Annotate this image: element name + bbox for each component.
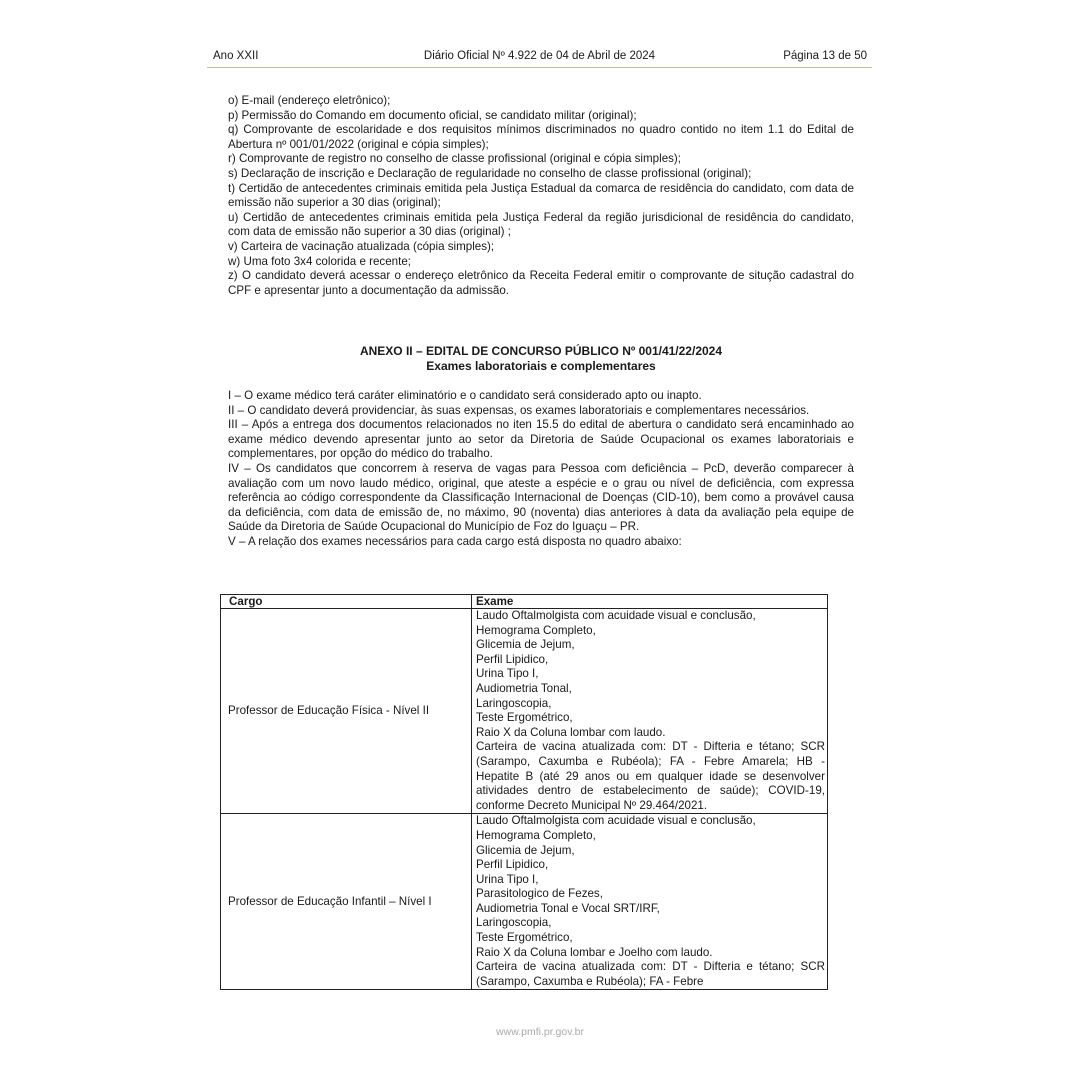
- header-year: Ano XXII: [213, 50, 259, 62]
- list-item: u) Certidão de antecedentes criminais emitida pela Justiça Federal da região jurisdicional de residência do candidato, com data de emissão não superior a 30 dias (original) ;: [228, 210, 854, 239]
- exam-item: Audiometria Tonal,: [476, 681, 572, 695]
- exams-table: [220, 594, 828, 990]
- exam-item: Raio X da Coluna lombar com laudo.: [476, 725, 666, 739]
- exam-cell: [472, 814, 828, 990]
- list-item: q) Comprovante de escolaridade e dos requisitos mínimos discriminados no quadro contido no item 1.1 do Edital de Abertura nº 001/01/2022 (original e cópia simples);: [228, 123, 854, 151]
- paragraph: IV – Os candidatos que concorrem à reserva de vagas para Pessoa com deficiência – PcD, deverão comparecer à avaliação com um novo laudo médico, original, que ateste a espécie e o grau ou nível de deficiência, com expressa referência ao código correspondente da Classificação Internacional de Doenças (CID-10), bem como a provável causa da deficiência, com data de emissão de, no máximo, 90 (noventa) dias anteriores à data da avaliação pela equipe de Saúde da Diretoria de Saúde Ocupacional do Município de Foz do Iguaçu – PR.: [228, 461, 854, 534]
- list-item: p) Permissão do Comando em documento oficial, se candidato militar (original);: [228, 108, 637, 122]
- exam-item: Teste Ergométrico,: [476, 711, 573, 725]
- exam-item: Glicemia de Jejum,: [476, 638, 575, 652]
- annex-heading: [228, 344, 854, 374]
- exam-item: Laudo Oftalmolgista com acuidade visual e conclusão,: [476, 814, 756, 828]
- exam-item: Laudo Oftalmolgista com acuidade visual e conclusão,: [476, 609, 756, 622]
- exam-list: [476, 814, 825, 989]
- list-item: v) Carteira de vacinação atualizada (cópia simples);: [228, 239, 495, 253]
- exam-item: Raio X da Coluna lombar e Joelho com laudo.: [476, 945, 713, 959]
- exam-item: Urina Tipo I,: [476, 872, 539, 886]
- list-item: r) Comprovante de registro no conselho de classe profissional (original e cópia simples);: [228, 152, 682, 166]
- footer-url: www.pmfi.pr.gov.br: [496, 1026, 584, 1038]
- exam-item: Parasitologico de Fezes,: [476, 887, 603, 901]
- list-item: z) O candidato deverá acessar o endereço eletrônico da Receita Federal emitir o comprovante de situção cadastral do CPF e apresentar junto a documentação da admissão.: [228, 269, 854, 297]
- exam-item: Perfil Lipidico,: [476, 652, 549, 666]
- column-header-cargo: Cargo: [221, 595, 472, 609]
- exam-cell: [472, 609, 828, 814]
- header-title: Diário Oficial Nº 4.922 de 04 de Abril de 2024: [423, 50, 656, 62]
- table-row: [221, 814, 828, 990]
- exam-item: Teste Ergométrico,: [476, 931, 573, 945]
- exam-item: Perfil Lipidico,: [476, 858, 549, 872]
- exam-item: Audiometria Tonal e Vocal SRT/IRF,: [476, 901, 660, 915]
- exam-item: Laringoscopia,: [476, 696, 552, 710]
- document-list: [228, 94, 854, 298]
- column-header-exame: Exame: [472, 595, 828, 609]
- exam-item: Carteira de vacina atualizada com: DT - Difteria e tétano; SCR (Sarampo, Caxumba e Rubéola); FA - Febre: [476, 960, 825, 988]
- exam-item: Glicemia de Jejum,: [476, 843, 575, 857]
- list-item: t) Certidão de antecedentes criminais emitida pela Justiça Estadual da comarca de residência do candidato, com data de emissão não superior a 30 dias (original);: [228, 181, 854, 210]
- cargo-cell: Professor de Educação Física - Nível II: [221, 609, 472, 814]
- exam-item: Urina Tipo I,: [476, 667, 539, 681]
- cargo-cell: Professor de Educação Infantil – Nível I: [221, 814, 472, 990]
- table-header-row: [221, 595, 828, 609]
- annex-subtitle: Exames laboratoriais e complementares: [426, 359, 656, 373]
- paragraph: V – A relação dos exames necessários para cada cargo está disposta no quadro abaixo:: [228, 534, 682, 548]
- exam-item: Carteira de vacina atualizada com: DT - Difteria e tétano; SCR (Sarampo, Caxumba e Rubéola); FA - Febre Amarela; HB - Hepatite B (até 29 anos ou em qualquer idade se desenvolver atividades dentro de estabelecimento de saúde); COVID-19, conforme Decreto Municipal Nº 29.464/2021.: [476, 740, 825, 812]
- annex-title: ANEXO II – EDITAL DE CONCURSO PÚBLICO Nº 001/41/22/2024: [359, 344, 723, 358]
- page-header: [207, 47, 872, 68]
- header-page-number: Página 13 de 50: [783, 50, 867, 62]
- table-row: [221, 609, 828, 814]
- list-item: w) Uma foto 3x4 colorida e recente;: [228, 254, 412, 268]
- annex-paragraphs: [228, 389, 854, 550]
- exam-item: Hemograma Completo,: [476, 623, 596, 637]
- list-item: s) Declaração de inscrição e Declaração de regularidade no conselho de classe profissional (original);: [228, 166, 752, 180]
- paragraph: III – Após a entrega dos documentos relacionados no iten 15.5 do edital de abertura o candidato será encaminhado ao exame médico devendo apresentar junto ao setor da Diretoria de Saúde Ocupacional os exames laboratoriais e complementares, por opção do médico do trabalho.: [228, 418, 854, 461]
- list-item: o) E-mail (endereço eletrônico);: [228, 94, 391, 107]
- exam-item: Laringoscopia,: [476, 916, 552, 930]
- paragraph: I – O exame médico terá caráter eliminatório e o candidato será considerado apto ou inapto.: [228, 389, 702, 402]
- paragraph: II – O candidato deverá providenciar, às suas expensas, os exames laboratoriais e complementares necessários.: [228, 403, 810, 417]
- exam-item: Hemograma Completo,: [476, 828, 596, 842]
